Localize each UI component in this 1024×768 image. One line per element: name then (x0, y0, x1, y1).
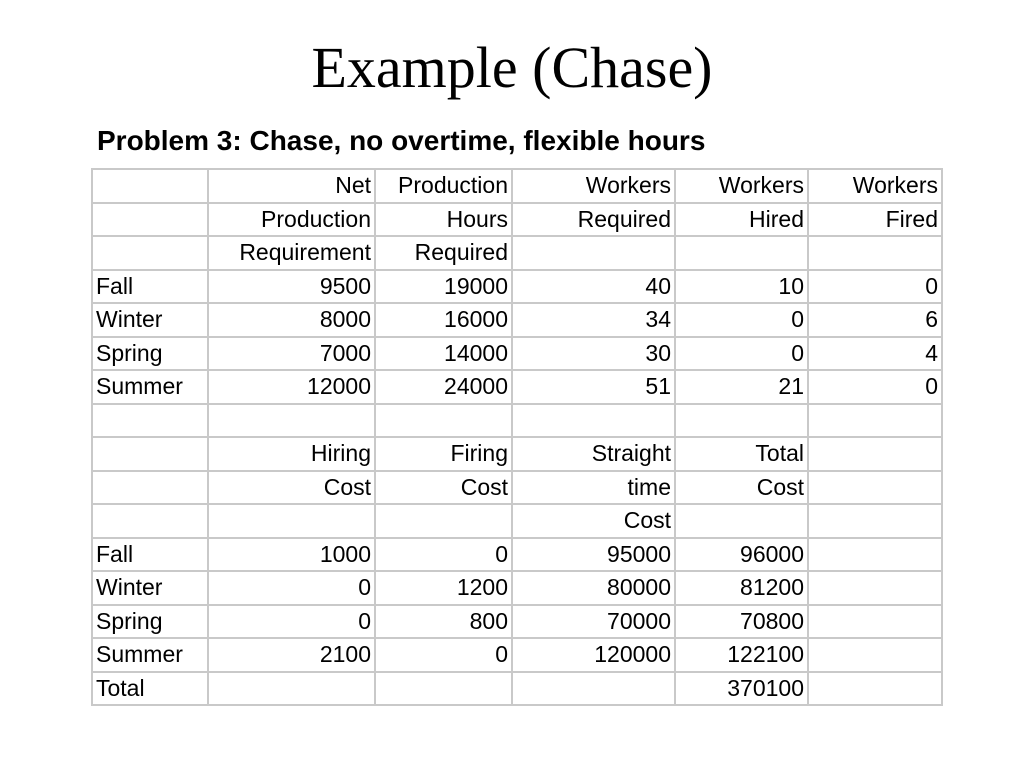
table-cell: Cost (512, 504, 675, 538)
table-cell (92, 169, 208, 203)
table-cell (675, 504, 808, 538)
table-cell (512, 404, 675, 438)
table-cell: Spring (92, 605, 208, 639)
table-cell: 12000 (208, 370, 375, 404)
table-cell: Cost (375, 471, 512, 505)
table-cell: 0 (808, 370, 942, 404)
table-cell: 34 (512, 303, 675, 337)
table-cell (512, 672, 675, 706)
table-cell: 1200 (375, 571, 512, 605)
table-cell (92, 203, 208, 237)
table-cell: Required (512, 203, 675, 237)
table-row (92, 370, 942, 404)
table-row (92, 638, 942, 672)
table-cell: Total (675, 437, 808, 471)
table-cell: Winter (92, 571, 208, 605)
table-cell: Fall (92, 270, 208, 304)
table-cell: 96000 (675, 538, 808, 572)
table-row (92, 471, 942, 505)
table-row (92, 303, 942, 337)
table-cell: 7000 (208, 337, 375, 371)
table-cell: 80000 (512, 571, 675, 605)
table-cell (208, 404, 375, 438)
table-cell: 10 (675, 270, 808, 304)
table-cell: 70000 (512, 605, 675, 639)
table-cell (92, 437, 208, 471)
table-cell: Fall (92, 538, 208, 572)
spreadsheet-table (91, 168, 943, 706)
table-cell: 51 (512, 370, 675, 404)
table-cell: 1000 (208, 538, 375, 572)
table-row (92, 605, 942, 639)
table-cell: 19000 (375, 270, 512, 304)
table-cell: Hiring (208, 437, 375, 471)
table-cell: 30 (512, 337, 675, 371)
table-cell: 8000 (208, 303, 375, 337)
table-cell: 40 (512, 270, 675, 304)
table-cell: Hours (375, 203, 512, 237)
table-cell (808, 404, 942, 438)
table-cell: 122100 (675, 638, 808, 672)
table-cell: Workers (808, 169, 942, 203)
table-cell: 95000 (512, 538, 675, 572)
table-cell: Production (208, 203, 375, 237)
table-cell: 81200 (675, 571, 808, 605)
table-cell: Production (375, 169, 512, 203)
table-row (92, 571, 942, 605)
table-cell: 14000 (375, 337, 512, 371)
table-cell: 800 (375, 605, 512, 639)
table-cell: 4 (808, 337, 942, 371)
table-row (92, 203, 942, 237)
table-row (92, 504, 942, 538)
table-cell (808, 437, 942, 471)
table-cell (375, 504, 512, 538)
table-cell: 16000 (375, 303, 512, 337)
table-cell: time (512, 471, 675, 505)
table-cell (92, 504, 208, 538)
table-cell: 0 (675, 303, 808, 337)
table-cell: Requirement (208, 236, 375, 270)
table-cell: Hired (675, 203, 808, 237)
slide-title: Example (Chase) (311, 35, 713, 100)
table-cell (208, 504, 375, 538)
table-cell: 21 (675, 370, 808, 404)
table-cell (808, 236, 942, 270)
table-cell (512, 236, 675, 270)
table-cell (808, 538, 942, 572)
table-cell: 24000 (375, 370, 512, 404)
table-cell: 2100 (208, 638, 375, 672)
table-cell: 120000 (512, 638, 675, 672)
table-cell (208, 672, 375, 706)
table-cell: Workers (512, 169, 675, 203)
table-row (92, 337, 942, 371)
table-cell (92, 471, 208, 505)
table-cell (808, 571, 942, 605)
table-cell: Required (375, 236, 512, 270)
table-cell (92, 404, 208, 438)
table-cell: 0 (808, 270, 942, 304)
table-cell: 0 (675, 337, 808, 371)
table-cell: 70800 (675, 605, 808, 639)
table-row (92, 270, 942, 304)
table-cell: Total (92, 672, 208, 706)
table-cell (808, 638, 942, 672)
table-row (92, 672, 942, 706)
table-cell (808, 605, 942, 639)
table-cell: 0 (375, 638, 512, 672)
table-cell (375, 404, 512, 438)
table-row (92, 236, 942, 270)
table-cell (808, 471, 942, 505)
table-cell: Cost (208, 471, 375, 505)
table-row (92, 538, 942, 572)
table-cell: Winter (92, 303, 208, 337)
table-cell: Spring (92, 337, 208, 371)
table-cell: 9500 (208, 270, 375, 304)
table-cell: Summer (92, 370, 208, 404)
table-cell (375, 672, 512, 706)
table-cell (675, 404, 808, 438)
table-cell (808, 504, 942, 538)
table-row (92, 404, 942, 438)
table-cell (675, 236, 808, 270)
table-row (92, 169, 942, 203)
spreadsheet-body (92, 169, 942, 705)
table-cell: 6 (808, 303, 942, 337)
table-cell: Net (208, 169, 375, 203)
table-cell: Workers (675, 169, 808, 203)
table-cell: 0 (208, 571, 375, 605)
table-cell: Straight (512, 437, 675, 471)
table-cell: Fired (808, 203, 942, 237)
table-cell: 0 (375, 538, 512, 572)
table-cell (808, 672, 942, 706)
table-cell (92, 236, 208, 270)
table-cell: Firing (375, 437, 512, 471)
table-cell: Summer (92, 638, 208, 672)
table-cell: Cost (675, 471, 808, 505)
table-cell: 0 (208, 605, 375, 639)
table-row (92, 437, 942, 471)
problem-subtitle: Problem 3: Chase, no overtime, flexible hours (97, 125, 706, 156)
table-cell: 370100 (675, 672, 808, 706)
